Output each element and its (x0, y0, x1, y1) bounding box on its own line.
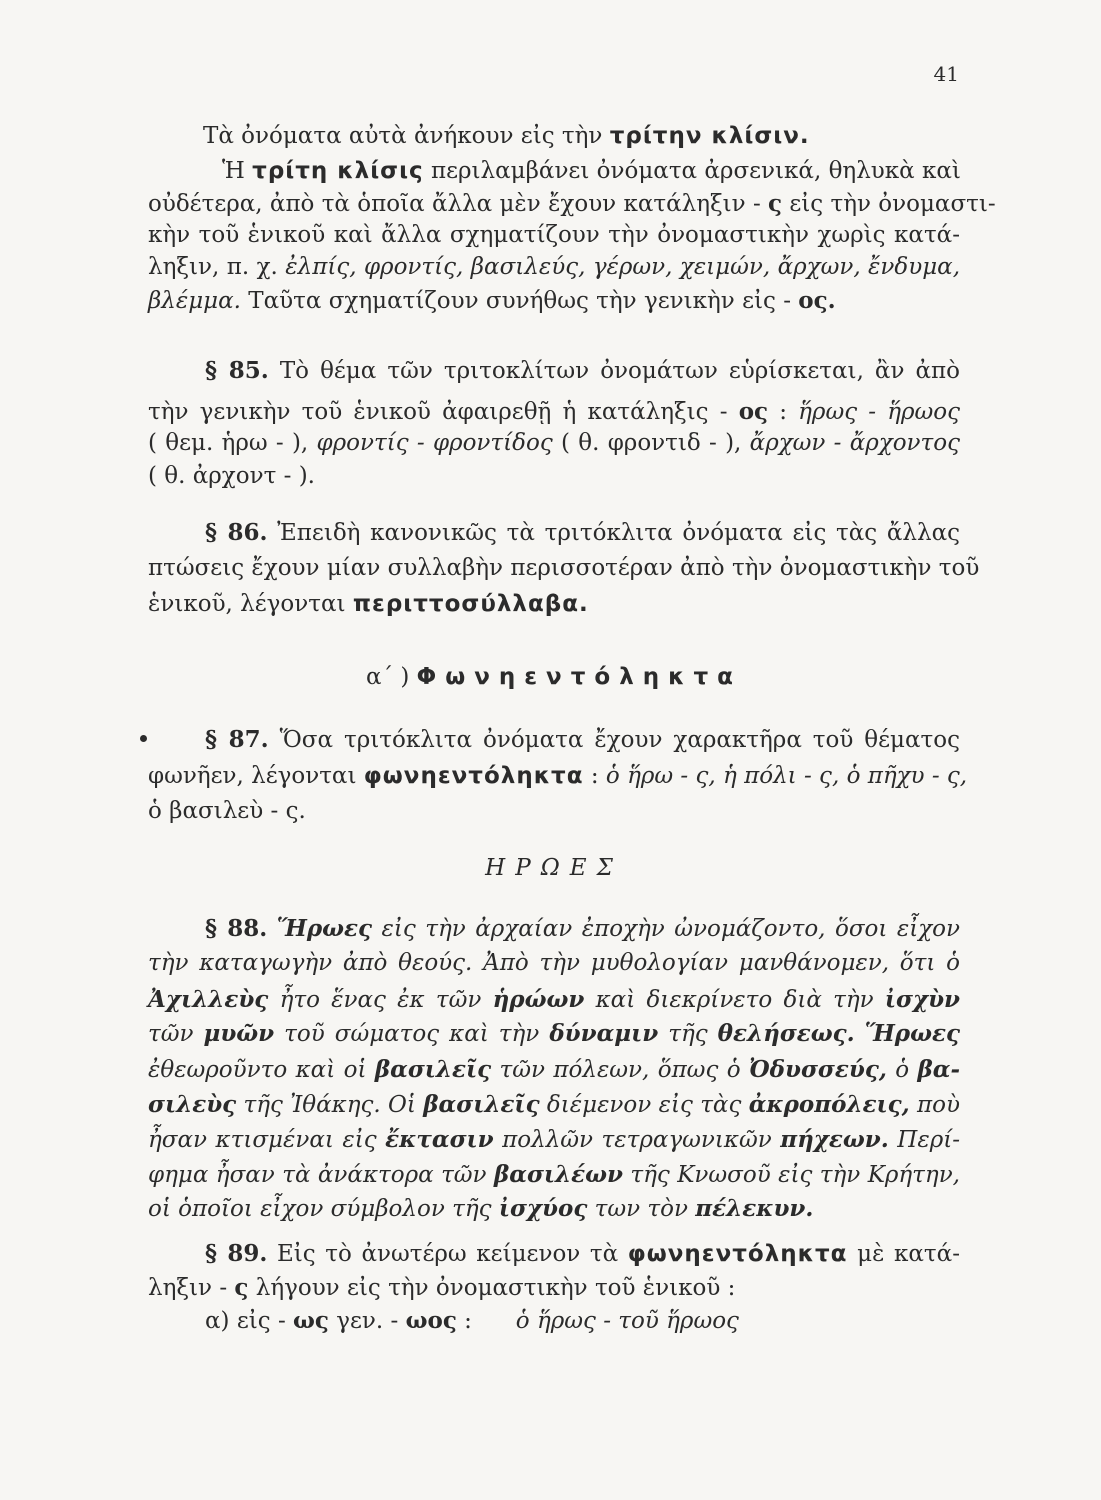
section-88-line-1: § 88. Ἥρωες εἰς τὴν ἀρχαίαν ἐποχὴν ὠνομάζοντο, ὅσοι εἶχον (205, 915, 960, 942)
section-88-line-3: Ἀχιλλεὺς ἦτο ἕνας ἐκ τῶν ἡρώων καὶ διεκρίνετο διὰ τὴν ἰσχὺν (148, 986, 960, 1013)
section-89-line-3: α) εἰς - ως γεν. - ωος : ὁ ἥρως - τοῦ ἥρωος (205, 1307, 739, 1334)
p1-line-1: Ἡ τρίτη κλίσις περιλαμβάνει ὀνόματα ἀρσενικά, θηλυκὰ καὶ (222, 158, 961, 184)
section-88-line-4: τῶν μυῶν τοῦ σώματος καὶ τὴν δύναμιν τῆς θελήσεως. Ἥρωες (148, 1020, 960, 1047)
page-number: 41 (933, 62, 959, 86)
section-86-line-3: ἑνικοῦ, λέγονται περιττοσύλλαβα. (148, 591, 589, 617)
intro-line: Τὰ ὀνόματα αὐτὰ ἀνήκουν εἰς τὴν τρίτην κλίσιν. (203, 123, 810, 149)
subheading-phoneentoleka: α΄ ) Φωνηεντόληκτα (366, 664, 742, 690)
section-85-line-3: ( θεμ. ἡρω - ), φροντίς - φροντίδος ( θ. φροντιδ - ), ἄρχων - ἄρχοντος (148, 430, 960, 456)
section-86-line-2: πτώσεις ἔχουν μίαν συλλαβὴν περισσοτέραν ἀπὸ τὴν ὀνομαστικὴν τοῦ (148, 555, 980, 581)
section-85-line-2: τὴν γενικὴν τοῦ ἑνικοῦ ἀφαιρεθῇ ἡ κατάληξις - ος : ἥρως - ἥρωος (148, 398, 961, 425)
section-86-line-1: § 86. Ἐπειδὴ κανονικῶς τὰ τριτόκλιτα ὀνόματα εἰς τὰς ἄλλας (205, 519, 960, 546)
p1-line-5: βλέμμα. Ταῦτα σχηματίζουν συνήθως τὴν γενικὴν εἰς - ος. (148, 287, 836, 314)
subheading-heroes: ΗΡΩΕΣ (485, 855, 623, 881)
section-87-line-1: § 87. Ὅσα τριτόκλιτα ὀνόματα ἔχουν χαρακτῆρα τοῦ θέματος (205, 726, 960, 753)
section-88-line-7: ἦσαν κτισμέναι εἰς ἔκτασιν πολλῶν τετραγωνικῶν πήχεων. Περί- (148, 1126, 961, 1153)
section-88-line-9: οἱ ὁποῖοι εἶχον σύμβολον τῆς ἰσχύος των τὸν πέλεκυν. (148, 1195, 814, 1222)
p1-line-4: ληξιν, π. χ. ἐλπίς, φροντίς, βασιλεύς, γέρων, χειμών, ἄρχων, ἔνδυμα, (148, 254, 961, 280)
section-88-line-5: ἐθεωροῦντο καὶ οἱ βασιλεῖς τῶν πόλεων, ὅπως ὁ Ὀδυσσεύς, ὁ βα- (148, 1056, 960, 1083)
section-85-line-1: § 85. Τὸ θέμα τῶν τριτοκλίτων ὀνομάτων εὑρίσκεται, ἂν ἀπὸ (205, 357, 960, 384)
section-89-line-1: § 89. Εἰς τὸ ἀνωτέρω κείμενον τὰ φωνηεντόληκτα μὲ κατά- (205, 1240, 960, 1267)
section-85-line-4: ( θ. ἀρχοντ - ). (148, 463, 315, 489)
section-87-line-3: ὁ βασιλεὺ - ς. (148, 798, 306, 824)
margin-dot (140, 735, 147, 742)
p1-line-2: οὐδέτερα, ἀπὸ τὰ ὁποῖα ἄλλα μὲν ἔχουν κατάληξιν - ς εἰς τὴν ὀνομαστι- (148, 190, 996, 217)
section-89-line-2: ληξιν - ς λήγουν εἰς τὴν ὀνομαστικὴν τοῦ ἑνικοῦ : (148, 1274, 736, 1301)
p1-line-3: κὴν τοῦ ἑνικοῦ καὶ ἄλλα σχηματίζουν τὴν ὀνομαστικὴν χωρὶς κατά- (148, 222, 960, 248)
section-88-line-6: σιλεὺς τῆς Ἰθάκης. Οἱ βασιλεῖς διέμενον εἰς τὰς ἀκροπόλεις, ποὺ (148, 1091, 960, 1118)
section-88-line-8: φημα ἦσαν τὰ ἀνάκτορα τῶν βασιλέων τῆς Κνωσοῦ εἰς τὴν Κρήτην, (148, 1161, 960, 1188)
section-87-line-2: φωνῆεν, λέγονται φωνηεντόληκτα : ὁ ἥρω - ς, ἡ πόλι - ς, ὁ πῆχυ - ς, (148, 763, 968, 789)
section-88-line-2: τὴν καταγωγὴν ἀπὸ θεούς. Ἀπὸ τὴν μυθολογίαν μανθάνομεν, ὅτι ὁ (148, 950, 960, 976)
